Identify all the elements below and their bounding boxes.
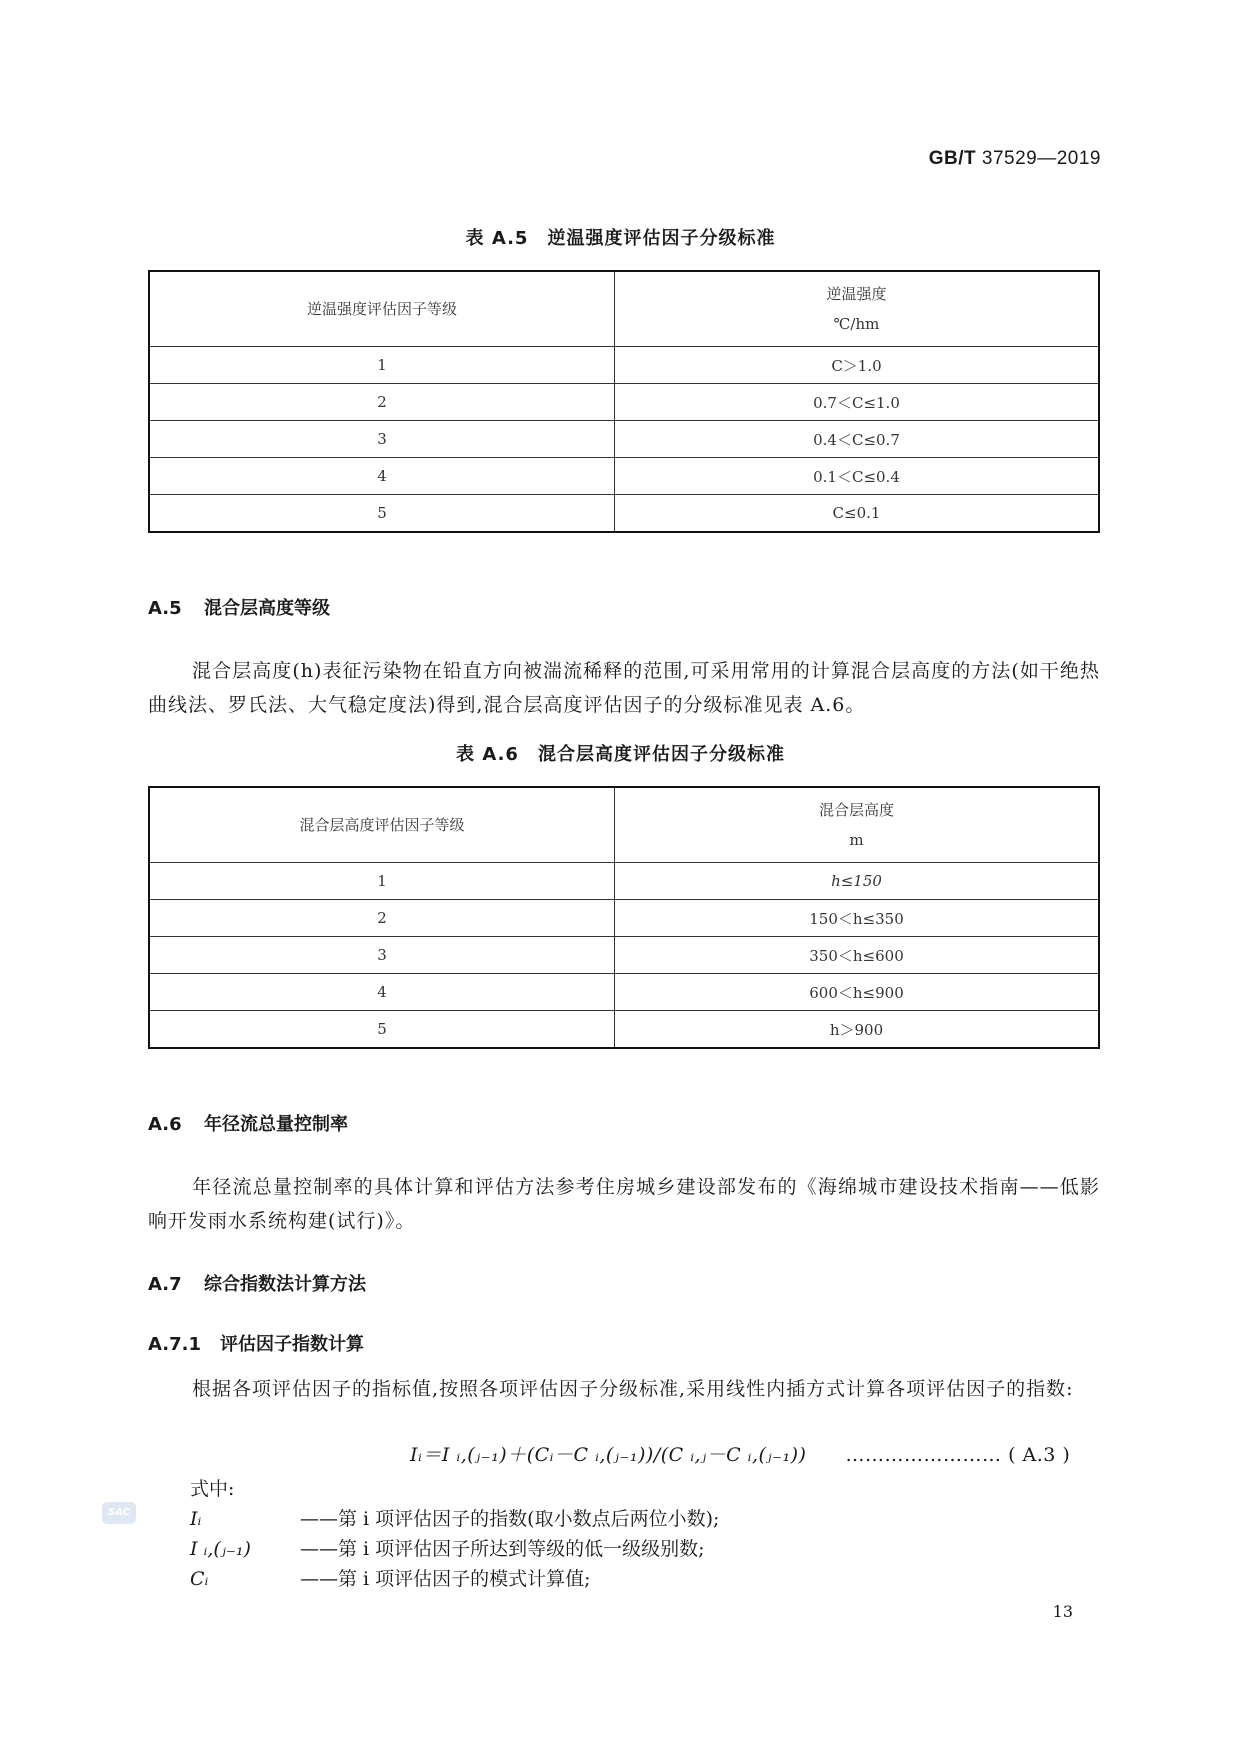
legend-intro: 式中: (190, 1478, 235, 1500)
table-a5 (148, 270, 1100, 533)
table-row: 3 350＜h≤600 (149, 937, 1099, 974)
formula-a3 (410, 1440, 1070, 1467)
section-a71-heading: A.7.1 评估因子指数计算 (148, 1334, 364, 1355)
section-a71-paragraph: 根据各项评估因子的指标值,按照各项评估因子分级标准,采用线性内插方式计算各项评估因子的指数: (192, 1378, 1074, 1400)
table-a6 (148, 786, 1100, 1049)
table-row: 4 600＜h≤900 (149, 974, 1099, 1011)
formula-label: ( A.3 ) (1008, 1444, 1071, 1466)
table-row: 1 h≤150 (149, 863, 1099, 900)
table-a5-col1-header: 逆温强度评估因子等级 (149, 271, 615, 347)
section-a5-paragraph: 混合层高度(h)表征污染物在铅直方向被湍流稀释的范围,可采用常用的计算混合层高度的方法(如干绝热曲线法、罗氏法、大气稳定度法)得到,混合层高度评估因子的分级标准见表 A.6。 (148, 660, 1100, 716)
formula-expression: Iᵢ＝I ᵢ,(ⱼ₋₁)＋(Cᵢ－C ᵢ,(ⱼ₋₁))/(C ᵢ,ⱼ－C ᵢ,(ⱼ₋₁)) (410, 1444, 807, 1466)
table-a6-col2-header: 混合层高度 m (615, 787, 1100, 863)
table-row: 2 150＜h≤350 (149, 900, 1099, 937)
table-row: 5 C≤0.1 (149, 495, 1099, 533)
page-number: 13 (1052, 1602, 1073, 1621)
formula-leader-dots: …………………… (845, 1444, 1002, 1466)
table-row: 5 h＞900 (149, 1011, 1099, 1049)
section-a5-heading: A.5 混合层高度等级 (148, 598, 330, 619)
section-a6-paragraph: 年径流总量控制率的具体计算和评估方法参考住房城乡建设部发布的《海绵城市建设技术指南——低影响开发雨水系统构建(试行)》。 (148, 1176, 1100, 1232)
table-a5-col2-header: 逆温强度 ℃/hm (615, 271, 1100, 347)
standard-number: GB/T 37529—2019 (928, 148, 1101, 169)
table-a6-caption: 表 A.6 混合层高度评估因子分级标准 (456, 744, 785, 765)
sac-watermark-logo: SAC (102, 1502, 136, 1524)
table-row: 2 0.7＜C≤1.0 (149, 384, 1099, 421)
table-row: 4 0.1＜C≤0.4 (149, 458, 1099, 495)
legend-item: Iᵢ ——第 i 项评估因子的指数(取小数点后两位小数); (190, 1508, 720, 1530)
table-row: 1 C＞1.0 (149, 347, 1099, 384)
formula-legend (190, 1474, 719, 1594)
section-a7-heading: A.7 综合指数法计算方法 (148, 1274, 366, 1295)
legend-item: I ᵢ,(ⱼ₋₁) ——第 i 项评估因子所达到等级的低一级级别数; (190, 1538, 705, 1560)
table-a5-caption: 表 A.5 逆温强度评估因子分级标准 (465, 228, 776, 249)
table-row: 3 0.4＜C≤0.7 (149, 421, 1099, 458)
legend-item: Cᵢ ——第 i 项评估因子的模式计算值; (190, 1568, 591, 1590)
table-a6-col1-header: 混合层高度评估因子等级 (149, 787, 615, 863)
section-a6-heading: A.6 年径流总量控制率 (148, 1114, 348, 1135)
